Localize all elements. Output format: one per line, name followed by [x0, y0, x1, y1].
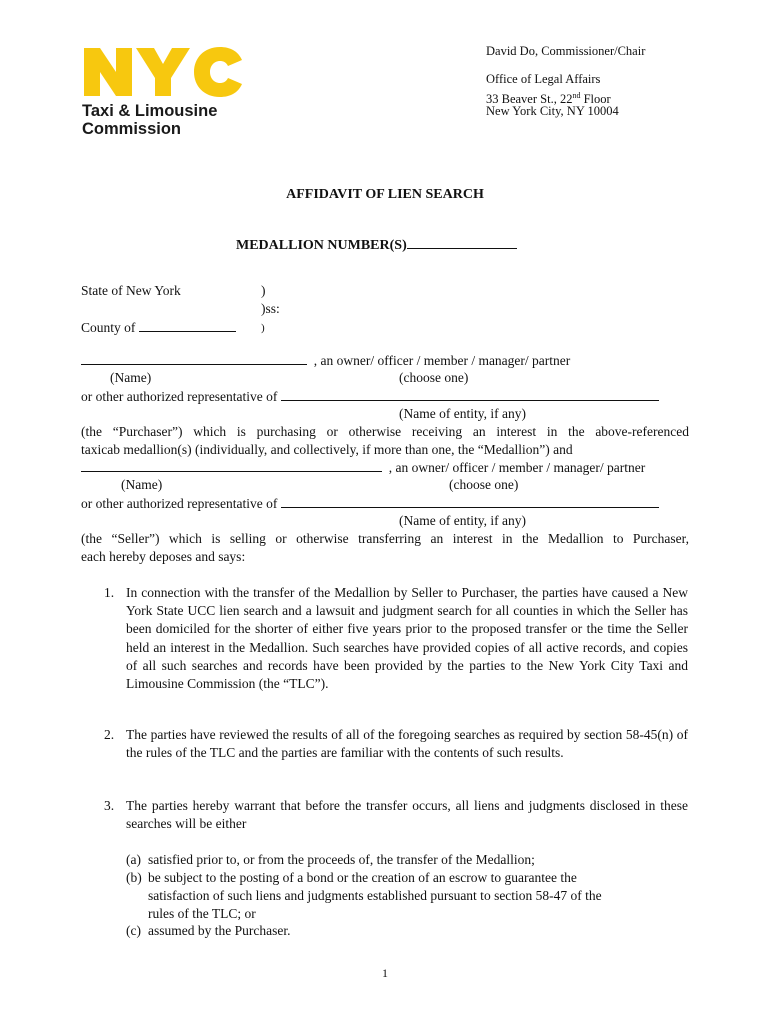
- seller-name-line: [81, 458, 645, 477]
- item-3-number: 3.: [104, 798, 115, 813]
- logo-line-1: Taxi & Limousine: [82, 102, 218, 120]
- purchaser-name-line: [81, 351, 570, 370]
- subitem-b-line-2: satisfaction of such liens and judgments established pursuant to section 58-47 of the: [148, 888, 602, 903]
- purchaser-choose-one: (choose one): [399, 370, 469, 385]
- logo-line-2: Commission: [82, 120, 182, 138]
- page-number: 1: [382, 966, 388, 980]
- seller-entity-field[interactable]: [281, 494, 659, 508]
- seller-name-field[interactable]: [81, 458, 382, 472]
- seller-rep-line: [81, 494, 659, 513]
- medallion-clause: taxicab medallion(s) (individually, and collectively, if more than one, the “Medallion”) and: [81, 442, 573, 457]
- depose-line: each hereby deposes and says:: [81, 549, 246, 564]
- subitem-b-line-3: rules of the TLC; or: [148, 906, 256, 921]
- nyc-tlc-logo: [82, 46, 252, 138]
- seller-entity-caption: (Name of entity, if any): [399, 513, 526, 528]
- seller-rep-label: or other authorized representative of: [81, 496, 278, 511]
- item-3-text: The parties hereby warrant that before the transfer occurs, all liens and judgments disclosed in these searches will be either: [126, 798, 688, 832]
- state-label: State of New York: [81, 283, 181, 298]
- purchaser-clause: (the “Purchaser”) which is purchasing or otherwise receiving an interest in the above-referenced: [81, 424, 689, 439]
- purchaser-rep-line: [81, 387, 659, 406]
- purchaser-name-caption: (Name): [110, 370, 152, 385]
- venue-paren-1: ): [261, 283, 266, 298]
- purchaser-role: , an owner/ officer / member / manager/ partner: [313, 353, 571, 368]
- seller-role: , an owner/ officer / member / manager/ partner: [388, 460, 646, 475]
- subitem-a-label: (a): [126, 852, 141, 867]
- document-title: AFFIDAVIT OF LIEN SEARCH: [286, 187, 484, 202]
- seller-name-caption: (Name): [121, 477, 163, 492]
- address-line-2: New York City, NY 10004: [486, 104, 619, 118]
- subitem-c-label: (c): [126, 923, 141, 938]
- address-floor: Floor: [580, 92, 611, 107]
- address-floor-suffix: nd: [572, 91, 581, 100]
- subitem-b-line-1: be subject to the posting of a bond or the creation of an escrow to guarantee the: [148, 870, 577, 885]
- purchaser-rep-label: or other authorized representative of: [81, 389, 278, 404]
- county-label: County of: [81, 320, 136, 335]
- seller-choose-one: (choose one): [449, 477, 519, 492]
- county-field[interactable]: [139, 318, 236, 332]
- item-1-number: 1.: [104, 585, 115, 600]
- venue-ss: )ss:: [261, 301, 280, 316]
- item-2-number: 2.: [104, 727, 115, 742]
- subitem-c-line-1: assumed by the Purchaser.: [148, 923, 291, 938]
- purchaser-name-field[interactable]: [81, 351, 307, 365]
- purchaser-entity-caption: (Name of entity, if any): [399, 406, 526, 421]
- commissioner-line: David Do, Commissioner/Chair: [486, 44, 646, 58]
- item-1-text: In connection with the transfer of the Medallion by Seller to Purchaser, the parties have caused a New York State UCC lien search and a lawsuit and judgment search for all counties in which the Seller has been domiciled for the shorter of either five years prior to the proposed transfer or the time the Seller held an interest in the Medallion. Such searches have provided copies of all active records, and copies of all such searches and records have been provided by the parties to the New York City Taxi and Limousine Commission (the “TLC”).: [126, 585, 688, 692]
- medallion-number-label: MEDALLION NUMBER(S): [236, 238, 407, 253]
- medallion-number-line: [236, 235, 517, 254]
- venue-paren-3: ): [261, 322, 265, 334]
- office-line: Office of Legal Affairs: [486, 72, 601, 86]
- purchaser-entity-field[interactable]: [281, 387, 659, 401]
- nyc-logo-icon: [82, 46, 250, 98]
- subitem-a-line-1: satisfied prior to, or from the proceeds of, the transfer of the Medallion;: [148, 852, 535, 867]
- subitem-b-label: (b): [126, 870, 142, 885]
- medallion-number-field[interactable]: [407, 235, 517, 249]
- address-street: 33 Beaver St., 22: [486, 92, 573, 107]
- county-line: [81, 318, 236, 337]
- item-2-text: The parties have reviewed the results of all of the foregoing searches as required by section 58-45(n) of the rules of the TLC and the parties are familiar with the contents of such results.: [126, 727, 688, 761]
- seller-clause: (the “Seller”) which is selling or otherwise transferring an interest in the Medallion to Purchaser,: [81, 531, 689, 546]
